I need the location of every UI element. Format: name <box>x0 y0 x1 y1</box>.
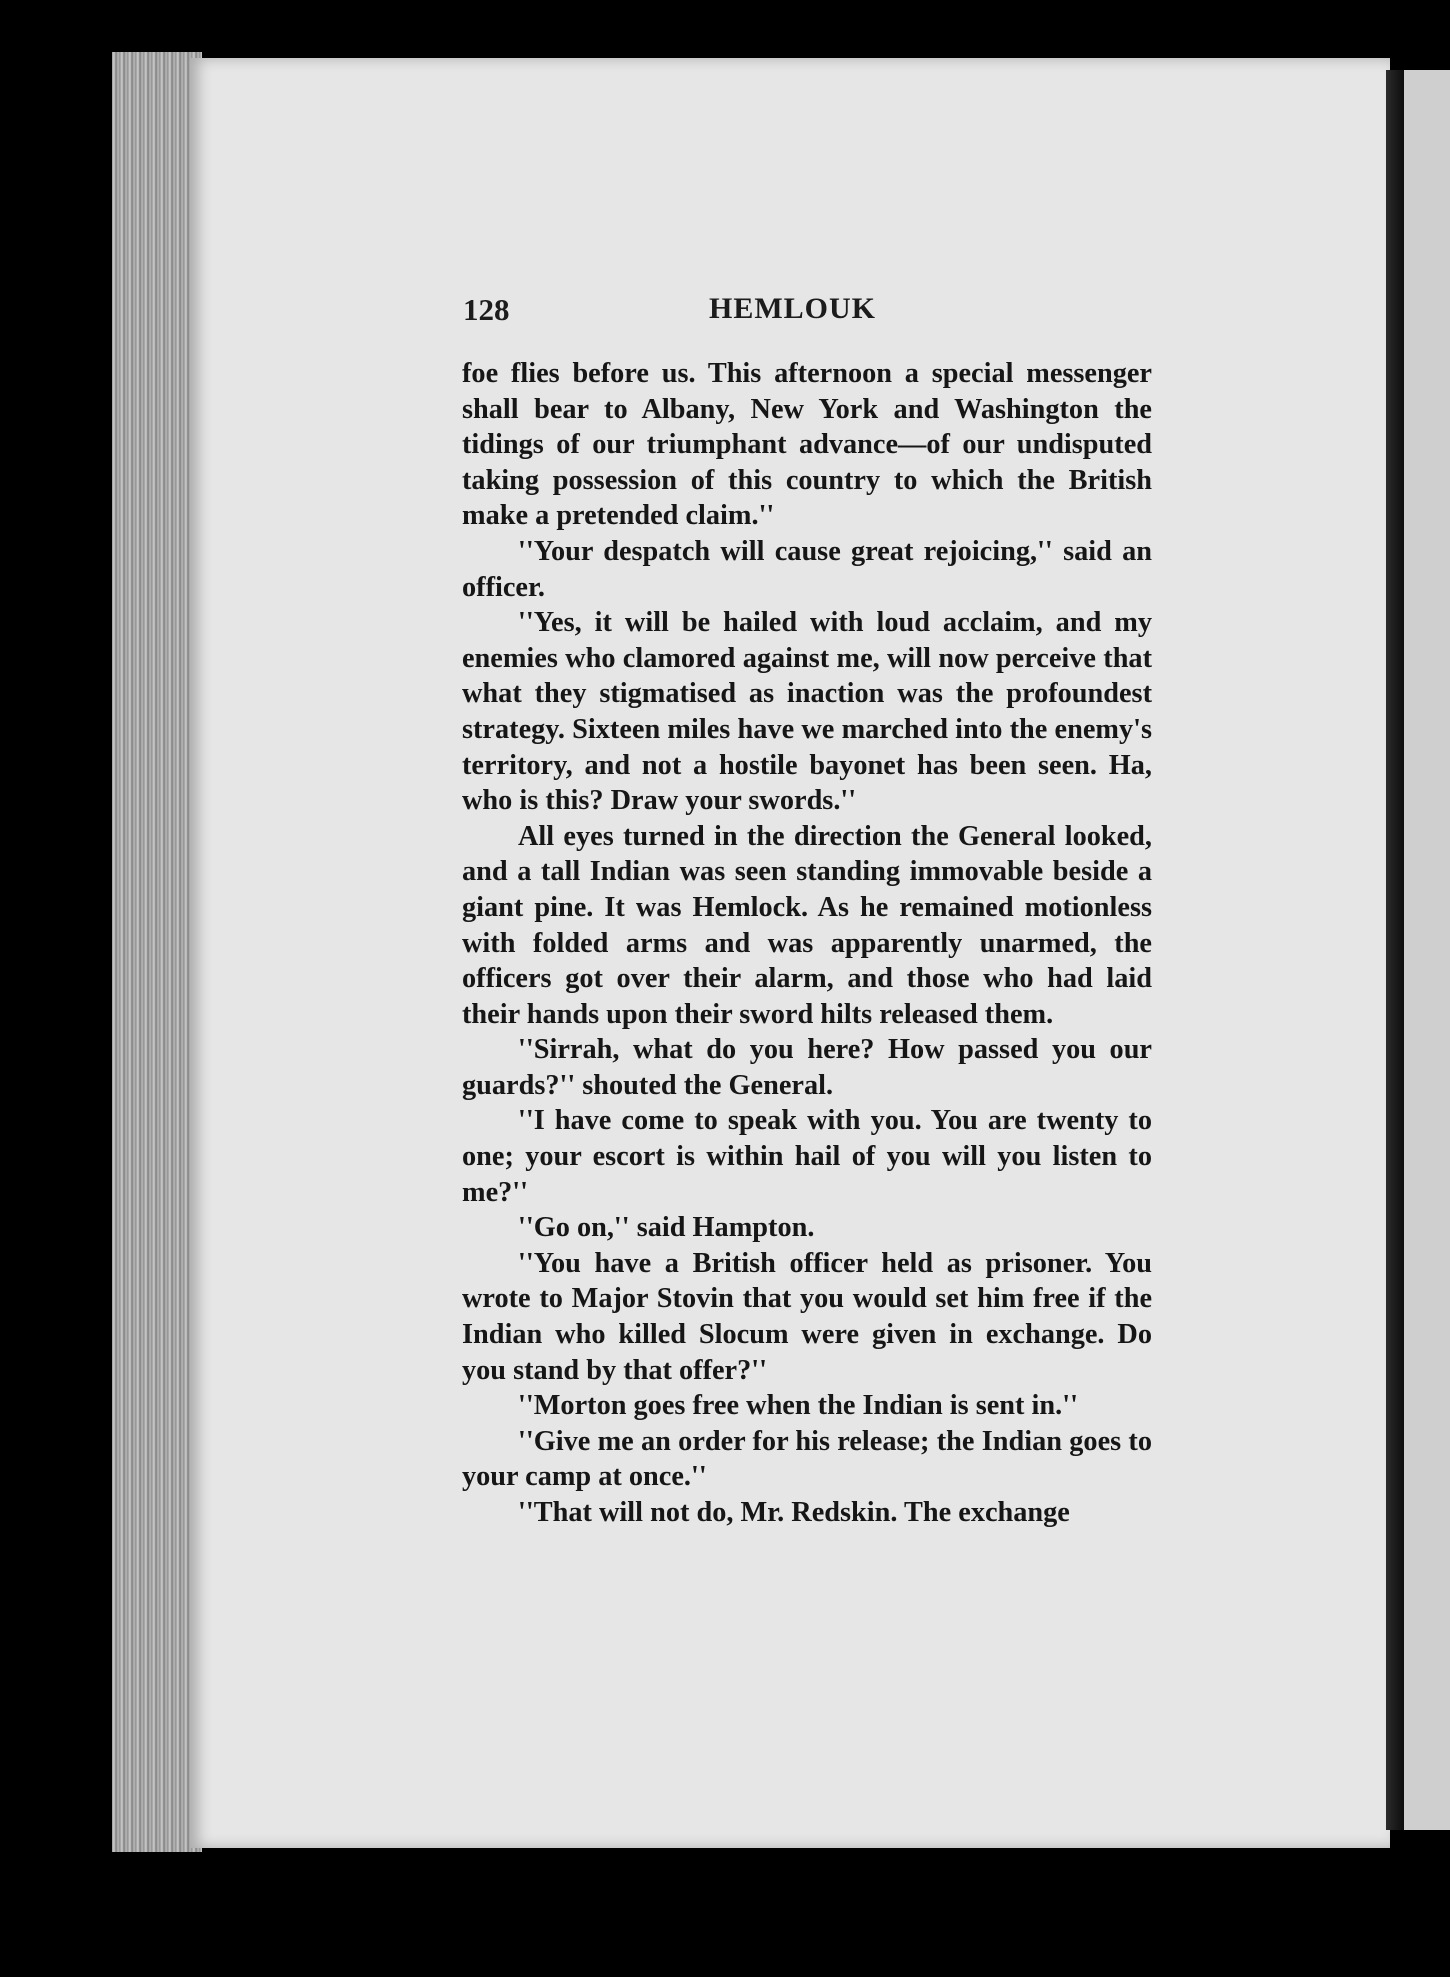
running-title: HEMLOUK <box>709 292 877 325</box>
body-text <box>462 356 1152 1531</box>
paragraph: ''Give me an order for his release; the Indian goes to your camp at once.'' <box>462 1425 1152 1493</box>
paragraph: ''You have a British officer held as prisoner. You wrote to Major Stovin that you would set him free if the Indian who killed Slocum were given in exchange. Do you stand by that offer?'' <box>462 1247 1152 1386</box>
running-head <box>463 292 1153 332</box>
paragraph: ''Morton goes free when the Indian is sent in.'' <box>518 1390 1078 1422</box>
facing-page-edge <box>1404 70 1450 1830</box>
paragraph: ''Your despatch will cause great rejoicing,'' said an officer. <box>462 535 1152 603</box>
paragraph: ''That will not do, Mr. Redskin. The exchange <box>518 1497 1070 1528</box>
book-page-edges <box>112 52 202 1852</box>
paragraph: ''Sirrah, what do you here? How passed you our guards?'' shouted the General. <box>462 1034 1152 1101</box>
page-number: 128 <box>463 292 510 327</box>
paragraph: ''Yes, it will be hailed with loud acclaim, and my enemies who clamored against me, will now perceive that what they stigmatised as inaction was the profoundest strategy. Sixteen miles have we marched into the enemy's territory, and not a hostile bayonet has been seen. Ha, who is this? Draw your swords.'' <box>462 607 1152 817</box>
paragraph: All eyes turned in the direction the General looked, and a tall Indian was seen standing immovable beside a giant pine. It was Hemlock. As he remained motionless with folded arms and was apparently unarmed, the officers got over their alarm, and those who had laid their hands upon their sword hilts released them. <box>462 820 1152 1030</box>
book-gutter <box>1386 70 1404 1830</box>
paragraph: foe flies before us. This afternoon a special messenger shall bear to Albany, New York and Washington the tidings of our triumphant advance—of our undisputed taking possession of this country to which the British make a pretended claim.'' <box>462 358 1152 532</box>
paragraph: ''I have come to speak with you. You are twenty to one; your escort is within hail of you will you listen to me?'' <box>462 1105 1152 1208</box>
paragraph: ''Go on,'' said Hampton. <box>518 1212 815 1244</box>
